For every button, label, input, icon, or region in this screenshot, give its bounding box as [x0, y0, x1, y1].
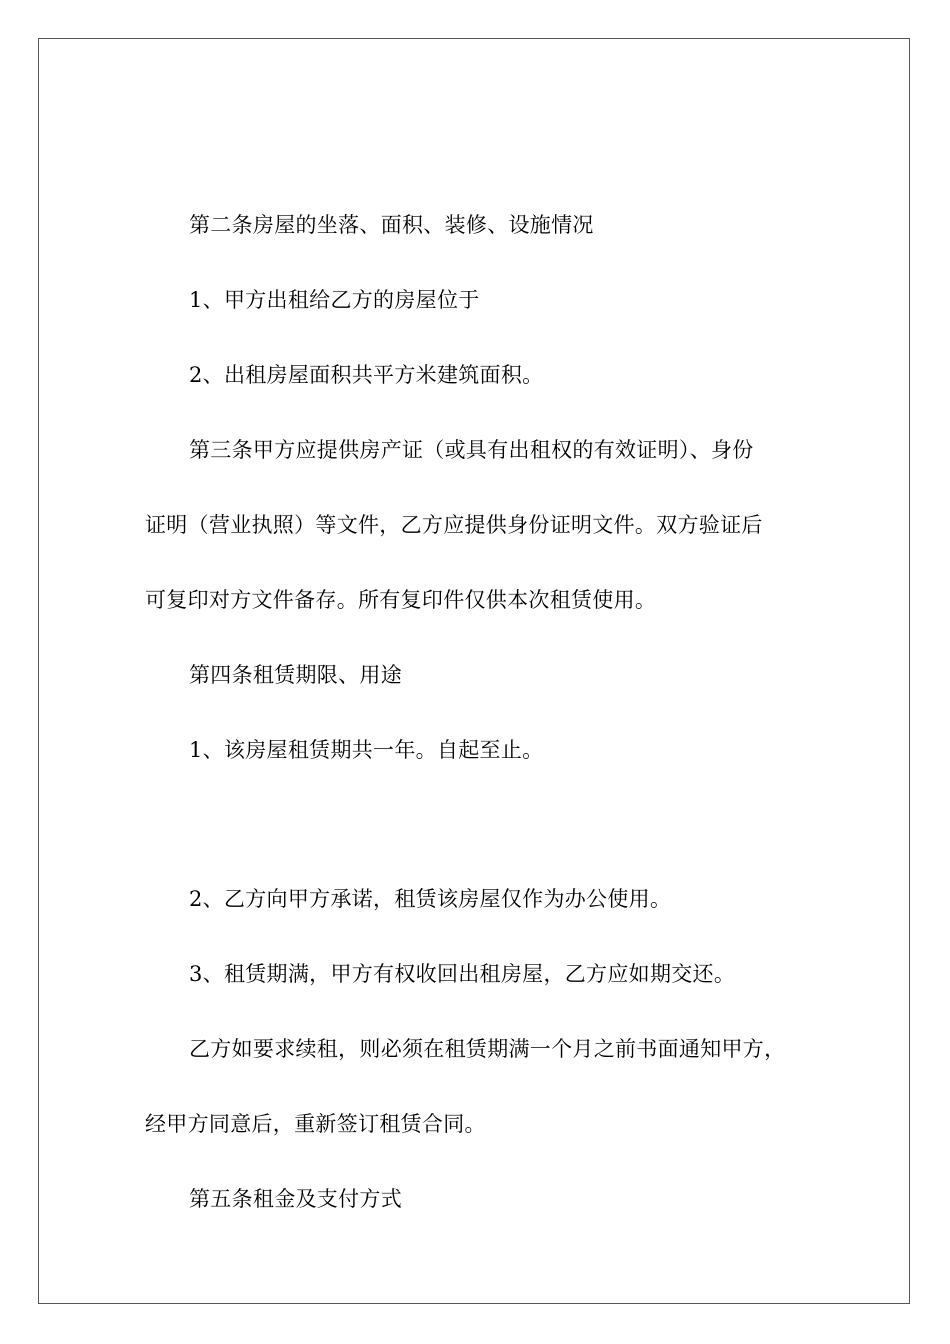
article-3-line-3: 可复印对方文件备存。所有复印件仅供本次租赁使用。 [145, 588, 657, 612]
article-2-item-1: 1、甲方出租给乙方的房屋位于 [189, 288, 480, 312]
article-4-item-2: 2、乙方向甲方承诺，租赁该房屋仅作为办公使用。 [189, 887, 672, 911]
article-2-item-2: 2、出租房屋面积共平方米建筑面积。 [189, 363, 544, 387]
article-4-renewal-line-1: 乙方如要求续租，则必须在租赁期满一个月之前书面通知甲方， [189, 1037, 786, 1061]
article-5-heading: 第五条租金及支付方式 [189, 1187, 402, 1211]
article-2-heading: 第二条房屋的坐落、面积、装修、设施情况 [189, 213, 594, 237]
article-4-renewal-line-2: 经甲方同意后，重新签订租赁合同。 [145, 1112, 486, 1136]
article-4-item-1: 1、该房屋租赁期共一年。自起至止。 [189, 738, 544, 762]
article-4-heading: 第四条租赁期限、用途 [189, 663, 402, 687]
article-3-line-1: 第三条甲方应提供房产证（或具有出租权的有效证明）、身份 [189, 438, 754, 462]
article-3-line-2: 证明（营业执照）等文件，乙方应提供身份证明文件。双方验证后 [145, 513, 763, 537]
article-4-item-3: 3、租赁期满，甲方有权收回出租房屋，乙方应如期交还。 [189, 962, 736, 986]
